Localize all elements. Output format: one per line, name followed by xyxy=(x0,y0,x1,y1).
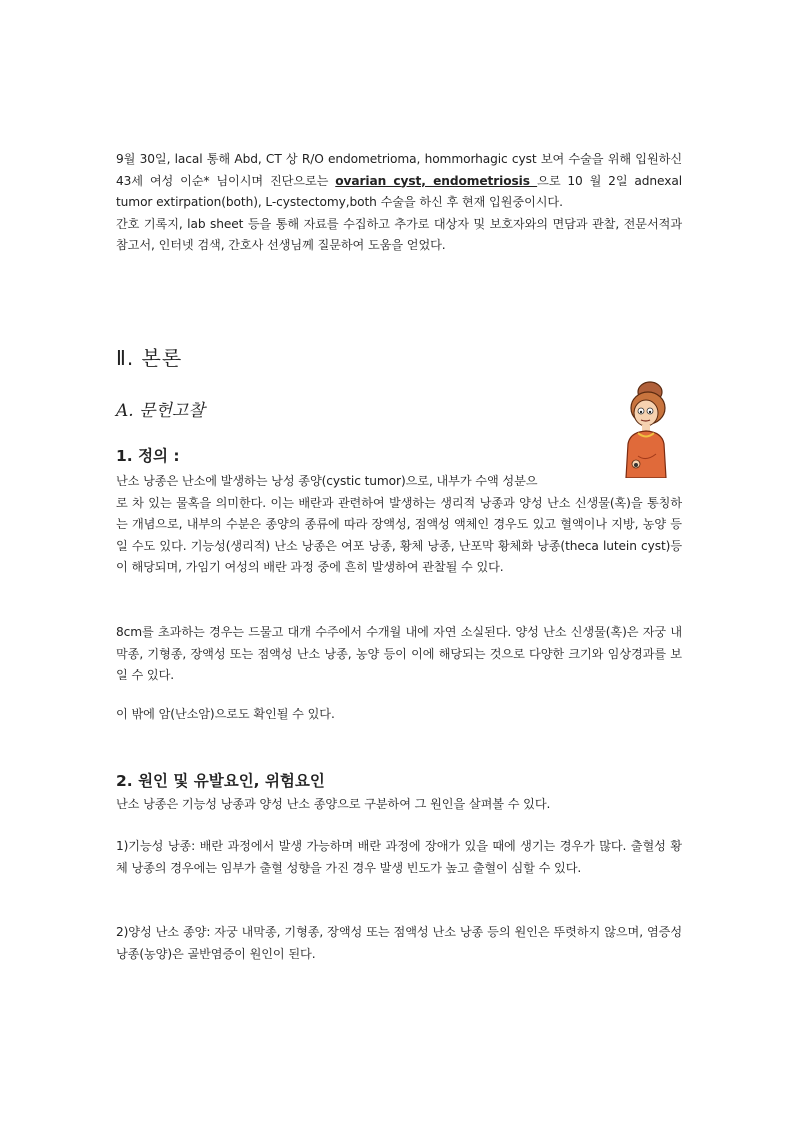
definition-paragraph-2: 8cm를 초과하는 경우는 드물고 대개 수주에서 수개월 내에 자연 소실된다. 양성 난소 신생물(혹)은 자궁 내막종, 기형종, 장액성 또는 점액성 난소 낭종, 농양 등이 이에 해당되는 것으로 다양한 크기와 임상경과를 보일 수 있다. xyxy=(116,625,682,682)
definition-paragraph-1: 로 차 있는 물혹을 의미한다. 이는 배란과 관련하여 발생하는 생리적 낭종과 양성 난소 신생물(혹)을 통칭하는 개념으로, 내부의 수분은 종양의 종류에 따라 장액성, 점액성 액체인 경우도 있고 혈액이나 지방, 농양 등일 수도 있다. 기능성(생리적) 난소 낭종은 여포 낭종, 황체 낭종, 난포막 황체화 낭종(theca lutein cyst)등이 해당되며, 가임기 여성의 배란 과정 중에 흔히 발생하여 관찰될 수 있다. xyxy=(116,495,682,574)
subsection-title: A. 문헌고찰 xyxy=(116,401,205,421)
diagnosis-text: ovarian cyst, endometriosis xyxy=(335,173,538,188)
causes-item-benign: 2)양성 난소 종양: 자궁 내막종, 기형종, 장액성 또는 점액성 난소 낭종 등의 원인은 뚜렷하지 않으며, 염증성 낭종(농양)은 골반염증이 원인이 된다. xyxy=(116,925,682,961)
definition-first-line: 난소 낭종은 난소에 발생하는 낭성 종양(cystic tumor)으로, 내부가 수액 성분으 xyxy=(116,474,538,488)
data-collection-paragraph: 간호 기록지, lab sheet 등을 통해 자료를 수집하고 추가로 대상자 및 보호자와의 면담과 관찰, 전문서적과 참고서, 인터넷 검색, 간호사 선생님께 질문하여 도움을 얻었다. xyxy=(116,216,682,252)
definition-heading: 1. 정의 : xyxy=(116,447,180,465)
intro-paragraph xyxy=(116,149,682,257)
causes-heading: 2. 원인 및 유발요인, 위험요인 xyxy=(116,772,325,790)
definition-paragraph-3: 이 밖에 암(난소암)으로도 확인될 수 있다. xyxy=(116,707,335,721)
section-title: Ⅱ. 본론 xyxy=(116,346,183,370)
causes-item-functional: 1)기능성 낭종: 배란 과정에서 발생 가능하며 배란 과정에 장애가 있을 때에 생기는 경우가 많다. 출혈성 황체 낭종의 경우에는 임부가 출혈 성향을 가진 경우 발생 빈도가 높고 출혈이 심할 수 있다. xyxy=(116,839,682,875)
intro-text-start: 9월 30일, lacal 통해 Abd, CT 상 R/O endometrioma, hommorhagic cyst 보여 수술을 위해 입원하신 43세 여성 이순* 님이시며 진단으로는 xyxy=(116,152,682,188)
intro-text-end: 으로 10 월 2일 adnexal tumor extirpation(both), L-cystectomy,both 수술을 하신 후 현재 입원중이시다. xyxy=(116,173,682,209)
woman-illustration-icon xyxy=(612,378,682,478)
causes-intro: 난소 낭종은 기능성 낭종과 양성 난소 종양으로 구분하여 그 원인을 살펴볼 수 있다. xyxy=(116,797,551,811)
